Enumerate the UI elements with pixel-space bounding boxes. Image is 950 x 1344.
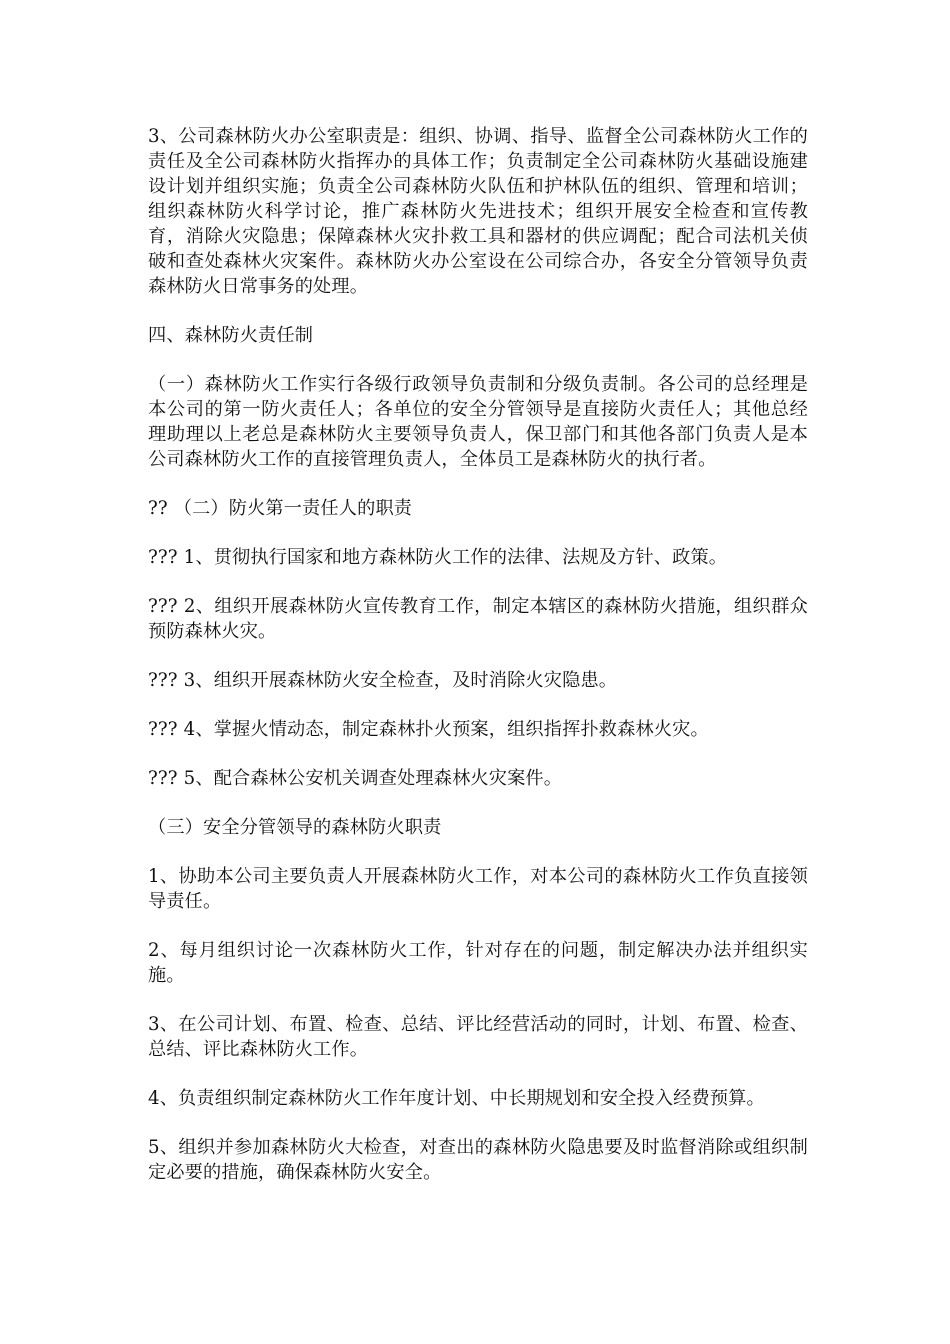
- list-item-1: ??? 1、贯彻执行国家和地方森林防火工作的法律、法规及方针、政策。: [148, 547, 728, 568]
- subheading-first-responsible-person: ?? （二）防火第一责任人的职责: [148, 498, 413, 519]
- list-item-3: ??? 3、组织开展森林防火安全检查，及时消除火灾隐患。: [148, 670, 618, 691]
- list-item-4: ??? 4、掌握火情动态，制定森林扑火预案，组织指挥扑救森林火灾。: [148, 719, 709, 740]
- list-item-5: ??? 5、配合森林公安机关调查处理森林火灾案件。: [148, 768, 563, 789]
- section-heading-responsibility-system: 四、森林防火责任制: [148, 325, 314, 346]
- duty-item-3: 3、在公司计划、布置、检查、总结、评比经营活动的同时，计划、布置、检查、总结、评比森林防火工作。: [148, 1014, 808, 1060]
- paragraph-office-duties: 3、公司森林防火办公室职责是：组织、协调、指导、监督全公司森林防火工作的责任及全公司森林防火指挥办的具体工作；负责制定全公司森林防火基础设施建设计划并组织实施；负责全公司森林防火队伍和护林队伍的组织、管理和培训；组织森林防火科学讨论，推广森林防火先进技术；组织开展安全检查和宣传教育，消除火灾隐患；保障森林火灾扑救工具和器材的供应调配；配合司法机关侦破和查处森林火灾案件。森林防火办公室设在公司综合办，各安全分管领导负责森林防火日常事务的处理。: [148, 126, 808, 297]
- duty-item-5: 5、组织并参加森林防火大检查，对查出的森林防火隐患要及时监督消除或组织制定必要的措施，确保森林防火安全。: [148, 1137, 808, 1183]
- paragraph-leadership-responsibility: （一）森林防火工作实行各级行政领导负责制和分级负责制。各公司的总经理是本公司的第一防火责任人；各单位的安全分管领导是直接防火责任人；其他总经理助理以上老总是森林防火主要领导负责人，保卫部门和其他各部门负责人是本公司森林防火工作的直接管理负责人，全体员工是森林防火的执行者。: [148, 374, 808, 470]
- subheading-safety-leader-duties: （三）安全分管领导的森林防火职责: [148, 817, 442, 838]
- duty-item-2: 2、每月组织讨论一次森林防火工作，针对存在的问题，制定解决办法并组织实施。: [148, 940, 808, 986]
- document-body: [148, 124, 808, 1209]
- list-item-2: ??? 2、组织开展森林防火宣传教育工作，制定本辖区的森林防火措施，组织群众预防森林火灾。: [148, 596, 808, 642]
- duty-item-4: 4、负责组织制定森林防火工作年度计划、中长期规划和安全投入经费预算。: [148, 1088, 765, 1109]
- duty-item-1: 1、协助本公司主要负责人开展森林防火工作，对本公司的森林防火工作负直接领导责任。: [148, 866, 808, 912]
